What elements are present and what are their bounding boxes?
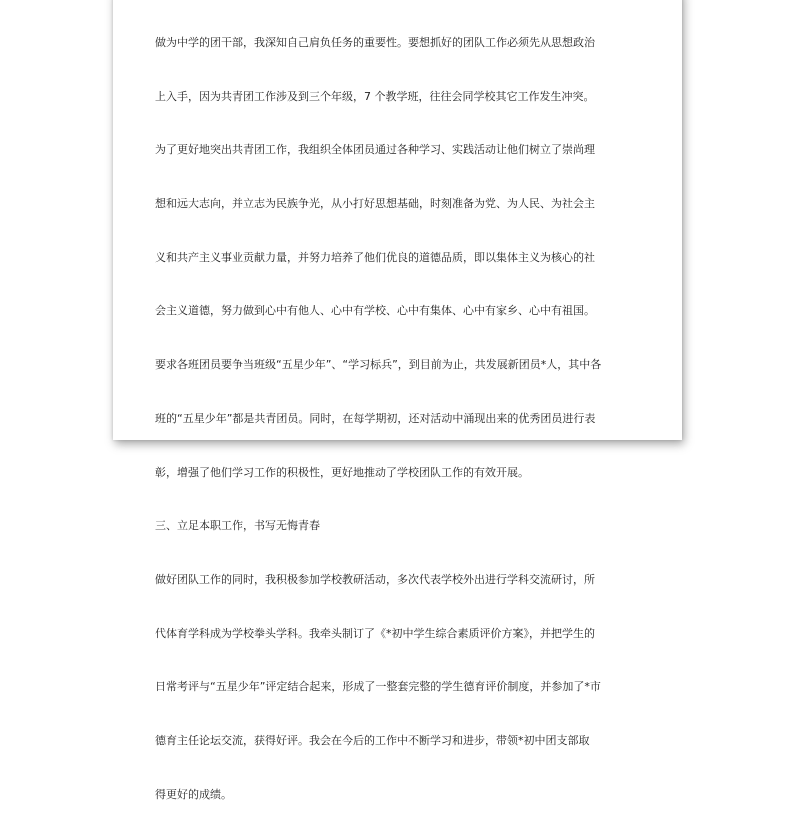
text-line: 做为中学的团干部，我深知自己肩负任务的重要性。要想抓好的团队工作必须先从思想政治 (155, 35, 595, 49)
text-line: 做好团队工作的同时，我积极参加学校教研活动，多次代表学校外出进行学科交流研讨，所 (155, 573, 595, 586)
document-page (113, 0, 682, 801)
text-line: 得更好的成绩。 (155, 787, 232, 801)
text-line: 义和共产主义事业贡献力量，并努力培养了他们优良的道德品质，即以集体主义为核心的社 (155, 250, 595, 264)
text-line: 日常考评与“五星少年”评定结合起来，形成了一整套完整的学生德育评价制度，并参加了*市 (155, 680, 601, 694)
text-line: 想和远大志向，并立志为民族争光，从小打好思想基础，时刻准备为党、为人民、为社会主 (155, 196, 595, 210)
text-line: 德育主任论坛交流，获得好评。我会在今后的工作中不断学习和进步，带领*初中团支部取 (155, 734, 590, 748)
paragraph-teaching-work (155, 535, 645, 839)
text-line: 要求各班团员要争当班级“五星少年”、“学习标兵”，到目前为止，共发展新团员*人，其中各 (155, 358, 602, 372)
text-line: 彰，增强了他们学习工作的积极性，更好地推动了学校团队工作的有效开展。 (155, 465, 529, 479)
text-line: 为了更好地突出共青团工作，我组织全体团员通过各种学习、实践活动让他们树立了崇尚理 (155, 143, 595, 157)
document-body (155, 0, 645, 840)
text-line: 代体育学科成为学校拳头学科。我牵头制订了《*初中学生综合素质评价方案》，并把学生的 (155, 626, 595, 640)
text-line: 会主义道德，努力做到心中有他人、心中有学校、心中有集体、心中有家乡、心中有祖国。 (155, 304, 595, 318)
section-heading: 三、立足本职工作，书写无悔青春 (155, 519, 320, 533)
text-line: 班的“五星少年”都是共青团员。同时，在每学期初，还对活动中涌现出来的优秀团员进行表 (155, 411, 596, 425)
paragraph-political-work (155, 0, 645, 517)
text-line: 上入手，因为共青团工作涉及到三个年级，7 个教学班，往往会同学校其它工作发生冲突。 (155, 89, 595, 103)
